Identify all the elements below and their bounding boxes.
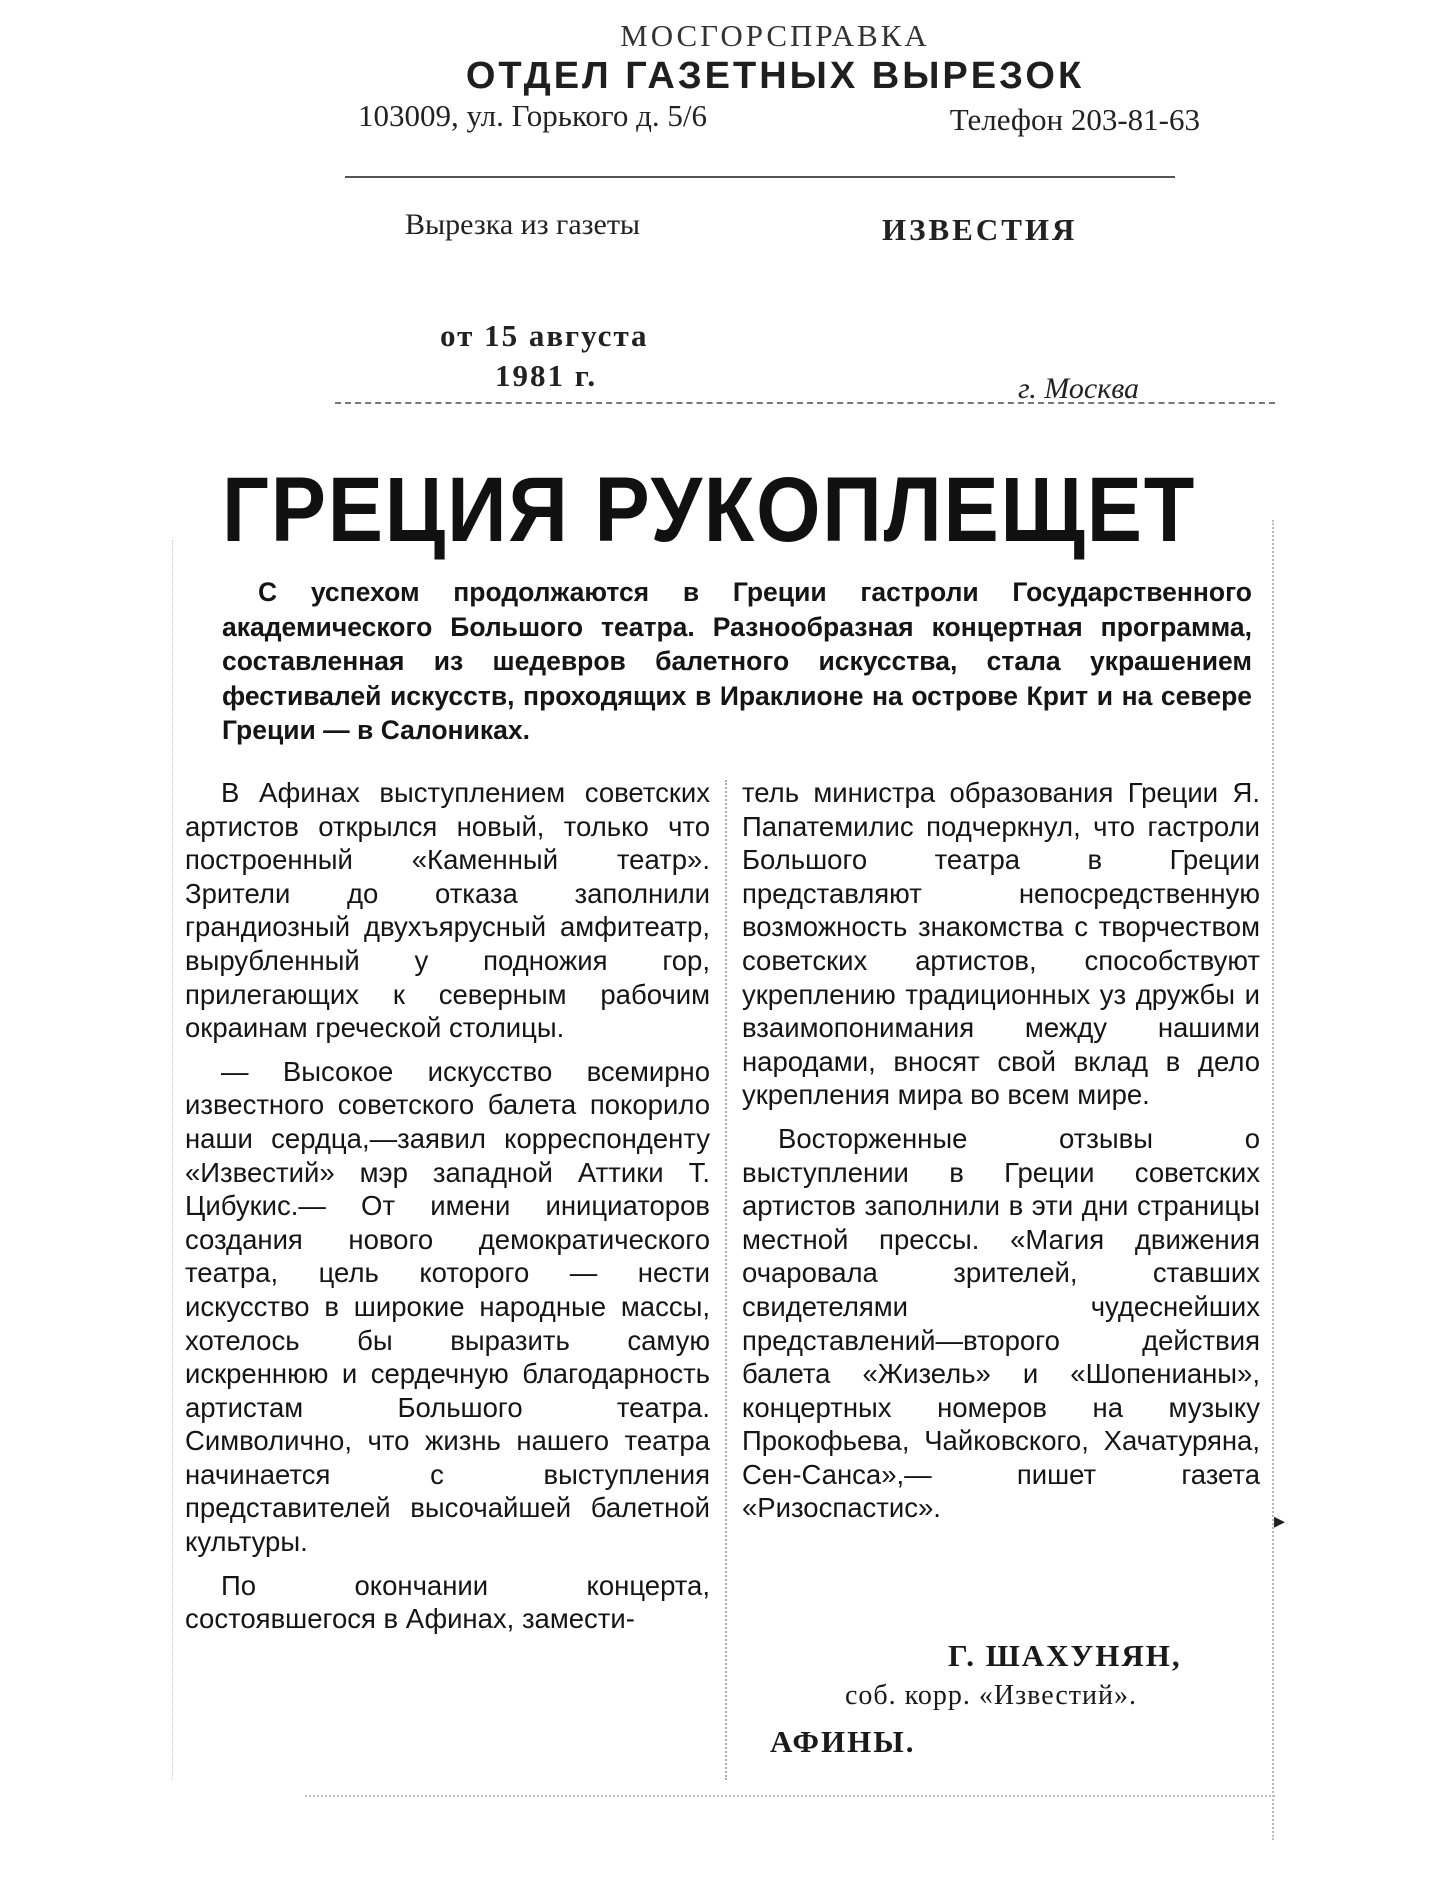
- clipping-edge-left: [172, 540, 173, 1780]
- header-divider: [345, 176, 1175, 178]
- article-column-right: [742, 776, 1260, 1535]
- clipping-source-label: Вырезка из газеты: [405, 208, 641, 241]
- date-divider: [335, 402, 1275, 404]
- body-paragraph: — Высокое искусство всемирно известного советского балета покорило наши сердца,—заявил корреспонденту «Известий» мэр западной Аттики Т. Цибукис.— От имени инициаторов создания нового демократического театра, цель которого — нести искусство в широкие народные массы, хотелось бы выразить самую искреннюю и сердечную благодарность артистам Большого театра. Символично, что жизнь нашего театра начинается с выступления представителей высочайшей балетной культуры.: [185, 1055, 710, 1558]
- lead-paragraph: С успехом продолжаются в Греции гастроли Государственного академического Большого театра. Разнообразная концертная программа, составленная из шедевров балетного искусства, стала украшением фестивалей искусств, проходящих в Ираклионе на острове Крит и на севере Греции — в Салониках.: [222, 577, 1252, 745]
- clipping-edge-bottom: [305, 1795, 1275, 1797]
- agency-name: МОСГОРСПРАВКА: [620, 18, 930, 53]
- article-dateline: АФИНЫ.: [770, 1724, 916, 1759]
- department-name: ОТДЕЛ ГАЗЕТНЫХ ВЫРЕЗОК: [465, 55, 1085, 97]
- newspaper-name: ИЗВЕСТИЯ: [882, 212, 1078, 247]
- author-name: Г. ШАХУНЯН,: [948, 1638, 1182, 1673]
- article-headline: ГРЕЦИЯ РУКОПЛЕЩЕТ: [222, 459, 1197, 561]
- article-lead: [222, 575, 1252, 748]
- body-paragraph: Восторженные отзывы о выступлении в Греции советских артистов заполнили в эти дни страницы местной прессы. «Магия движения очаровала зрителей, ставших свидетелями чудеснейших представлений—второго действия балета «Жизель» и «Шопенианы», концертных номеров на музыку Прокофьева, Чайковского, Хачатуряна, Сен-Санса»,— пишет газета «Ризоспастис».: [742, 1122, 1260, 1524]
- column-divider: [725, 780, 727, 1780]
- contact-row: [350, 98, 1200, 138]
- article-column-left: [185, 776, 710, 1646]
- agency-phone: Телефон 203-81-63: [949, 102, 1200, 137]
- body-paragraph: По окончании концерта, состоявшегося в Афинах, замести-: [185, 1569, 710, 1635]
- issue-city: г. Москва: [1018, 372, 1140, 405]
- issue-date: от 15 августа: [440, 318, 649, 353]
- caret-right-icon: ▸: [1274, 1508, 1286, 1533]
- body-paragraph: В Афинах выступлением советских артистов открылся новый, только что построенный «Каменный театр». Зрители до отказа заполнили грандиозный двухъярусный амфитеатр, вырубленный у подножия гор, прилегающих к северным рабочим окраинам греческой столицы.: [185, 777, 710, 1044]
- issue-year: 1981 г.: [495, 358, 598, 393]
- agency-address: 103009, ул. Горького д. 5/6: [358, 98, 708, 133]
- clipping-service-header: [350, 18, 1200, 138]
- clipping-edge-right: [1272, 520, 1274, 1840]
- author-role: соб. корр. «Известий».: [845, 1680, 1137, 1711]
- body-paragraph: тель министра образования Греции Я. Папатемилис подчеркнул, что гастроли Большого театра в Греции представляют непосредственную возможность знакомства с творчеством советских артистов, способствуют укреплению традиционных уз дружбы и взаимопонимания между нашими народами, вносят свой вклад в дело укрепления мира во всем мире.: [742, 777, 1260, 1111]
